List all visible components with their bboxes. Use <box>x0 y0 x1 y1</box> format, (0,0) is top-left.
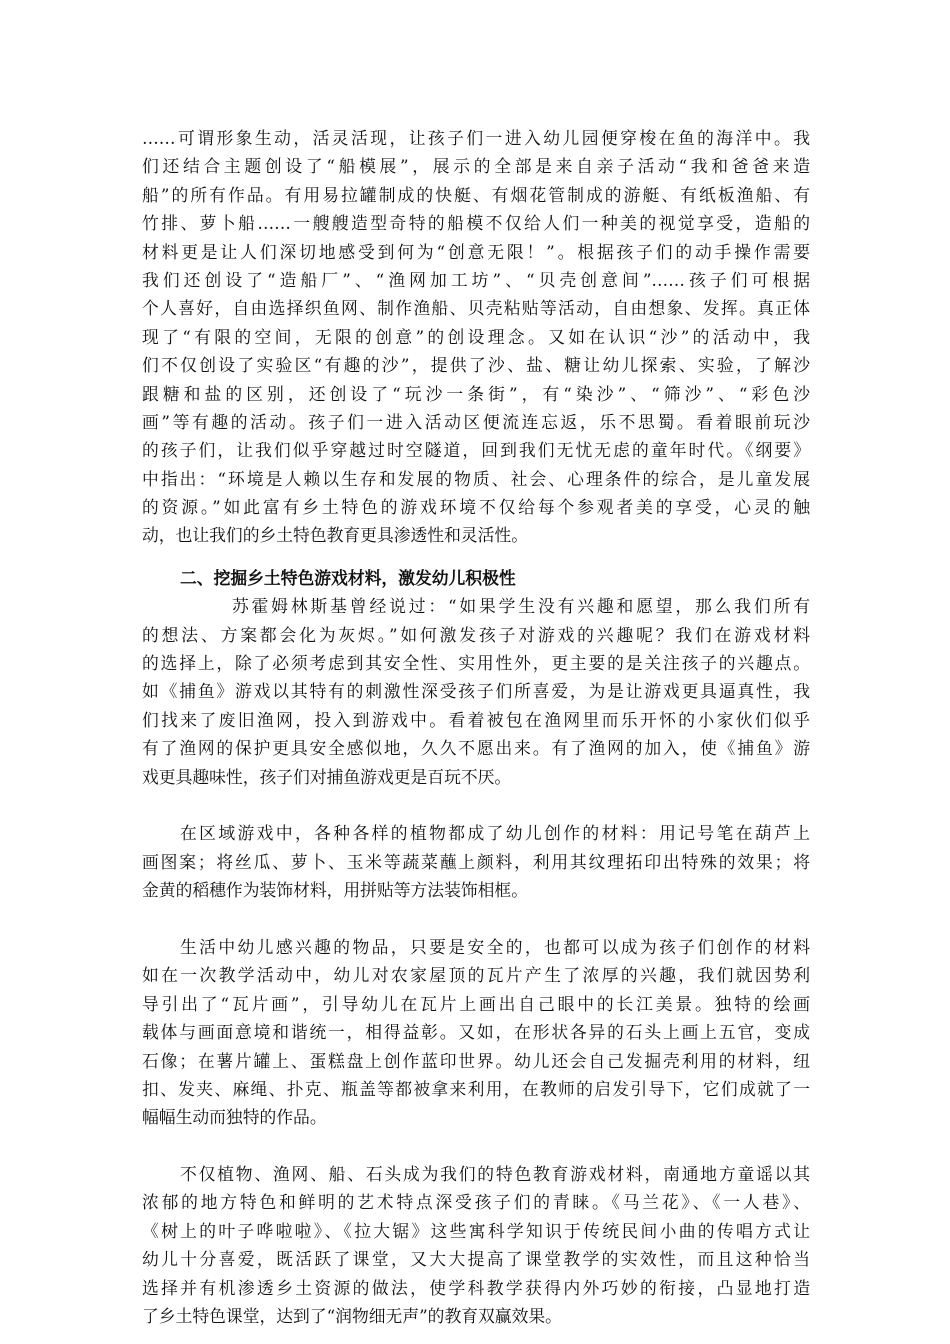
text-line: 扣、发夹、麻绳、扑克、瓶盖等都被拿来利用，在教师的启发引导下，它们成就了一 <box>142 1078 810 1099</box>
spacer <box>142 1132 810 1160</box>
text-line: 们还结合主题创设了“船模展”，展示的全部是来自亲子活动“我和爸爸来造 <box>142 156 810 177</box>
text-line: 苏霍姆林斯基曾经说过：“如果学生没有兴趣和愿望，那么我们所有 <box>232 596 810 617</box>
text-line: 的想法、方案都会化为灰烬。”如何激发孩子对游戏的兴趣呢？我们在游戏材料 <box>142 624 810 645</box>
paragraph-environment <box>142 124 810 550</box>
text-line: 的资源。”如此富有乡土特色的游戏环境不仅给每个参观者美的享受，心灵的触 <box>142 497 810 518</box>
text-line: 船”的所有作品。有用易拉罐制成的快艇、有烟花管制成的游艇、有纸板渔船、有 <box>142 184 810 205</box>
text-line: 中指出：“环境是人赖以生存和发展的物质、社会、心理条件的综合，是儿童发展 <box>142 468 810 489</box>
text-line: 跟糖和盐的区别，还创设了“玩沙一条街”，有“染沙”、“筛沙”、“彩色沙 <box>142 383 810 404</box>
spacer <box>142 791 810 819</box>
text-line: 画图案；将丝瓜、萝卜、玉米等蔬菜蘸上颜料，利用其纹理拓印出特殊的效果；将 <box>142 851 810 872</box>
text-line: 浓郁的地方特色和鲜明的艺术特点深受孩子们的青睐。《马兰花》、《一人巷》、 <box>142 1192 810 1213</box>
paragraph-daily-objects <box>142 933 810 1132</box>
paragraph-materials <box>142 592 810 791</box>
text-line: 竹排、萝卜船……一艘艘造型奇特的船模不仅给人们一种美的视觉享受，造船的 <box>142 213 810 234</box>
text-line: 的选择上，除了必须考虑到其安全性、实用性外，更主要的是关注孩子的兴趣点。 <box>142 653 810 674</box>
text-line: 个人喜好，自由选择织鱼网、制作渔船、贝壳粘贴等活动，自由想象、发挥。真正体 <box>142 298 810 319</box>
text-line: 材料更是让人们深切地感受到何为“创意无限！”。根据孩子们的动手操作需要 <box>142 241 810 262</box>
paragraph-plants <box>142 819 810 904</box>
text-line: 《树上的叶子哗啦啦》、《拉大锯》这些寓科学知识于传统民间小曲的传唱方式让 <box>142 1220 810 1241</box>
text-line: 有了渔网的保护更具安全感似地，久久不愿出来。有了渔网的加入，使《捕鱼》游 <box>142 738 810 759</box>
text-line: 现了“有限的空间，无限的创意”的创设理念。又如在认识“沙”的活动中，我 <box>142 326 810 347</box>
text-line: 们找来了废旧渔网，投入到游戏中。看着被包在渔网里而乐开怀的小家伙们似乎 <box>142 709 810 730</box>
document-body <box>142 124 810 1330</box>
text-line: 金黄的稻穗作为装饰材料，用拼贴等方法装饰相框。 <box>142 880 528 901</box>
section-heading: 二、挖掘乡土特色游戏材料，激发幼儿积极性 <box>180 567 516 588</box>
text-line: 导引出了“瓦片画”，引导幼儿在瓦片上画出自己眼中的长江美景。独特的绘画 <box>142 993 810 1014</box>
text-line: ……可谓形象生动，活灵活现，让孩子们一进入幼儿园便穿梭在鱼的海洋中。我 <box>142 128 810 148</box>
text-line: 动，也让我们的乡土特色教育更具渗透性和灵活性。 <box>142 525 528 546</box>
text-line: 们不仅创设了实验区“有趣的沙”，提供了沙、盐、糖让幼儿探索、实验，了解沙 <box>142 355 810 376</box>
spacer <box>142 905 810 933</box>
text-line: 载体与画面意境和谐统一，相得益彰。又如，在形状各异的石头上画上五官，变成 <box>142 1022 810 1043</box>
spacer <box>142 550 810 564</box>
text-line: 不仅植物、渔网、船、石头成为我们的特色教育游戏材料，南通地方童谣以其 <box>180 1164 810 1185</box>
text-line: 的孩子们，让我们似乎穿越过时空隧道，回到我们无忧无虑的童年时代。《纲要》 <box>142 440 810 461</box>
text-line: 画”等有趣的活动。孩子们一进入活动区便流连忘返，乐不思蜀。看着眼前玩沙 <box>142 411 810 432</box>
text-line: 了乡土特色课堂，达到了“润物细无声”的教育双赢效果。 <box>142 1306 562 1327</box>
text-line: 选择并有机渗透乡土资源的做法，使学科教学获得内外巧妙的衔接，凸显地打造 <box>142 1277 810 1298</box>
text-line: 生活中幼儿感兴趣的物品，只要是安全的，也都可以成为孩子们创作的材料 <box>180 936 810 957</box>
paragraph-folk-songs <box>142 1160 810 1330</box>
text-line: 如在一次教学活动中，幼儿对农家屋顶的瓦片产生了浓厚的兴趣，我们就因势利 <box>142 965 810 986</box>
text-line: 幅幅生动而独特的作品。 <box>142 1107 327 1128</box>
text-line: 在区域游戏中，各种各样的植物都成了幼儿创作的材料：用记号笔在葫芦上 <box>180 823 810 844</box>
text-line: 如《捕鱼》游戏以其特有的刺激性深受孩子们所喜爱，为是让游戏更具逼真性，我 <box>142 681 810 702</box>
text-line: 石像；在薯片罐上、蛋糕盘上创作蓝印世界。幼儿还会自己发掘壳利用的材料，纽 <box>142 1050 810 1071</box>
text-line: 幼儿十分喜爱，既活跃了课堂，又大大提高了课堂教学的实效性，而且这种恰当 <box>142 1249 810 1270</box>
text-line: 戏更具趣味性，孩子们对捕鱼游戏更是百玩不厌。 <box>142 766 512 787</box>
text-line: 我们还创设了“造船厂”、“渔网加工坊”、“贝壳创意间”……孩子们可根据 <box>142 269 810 290</box>
